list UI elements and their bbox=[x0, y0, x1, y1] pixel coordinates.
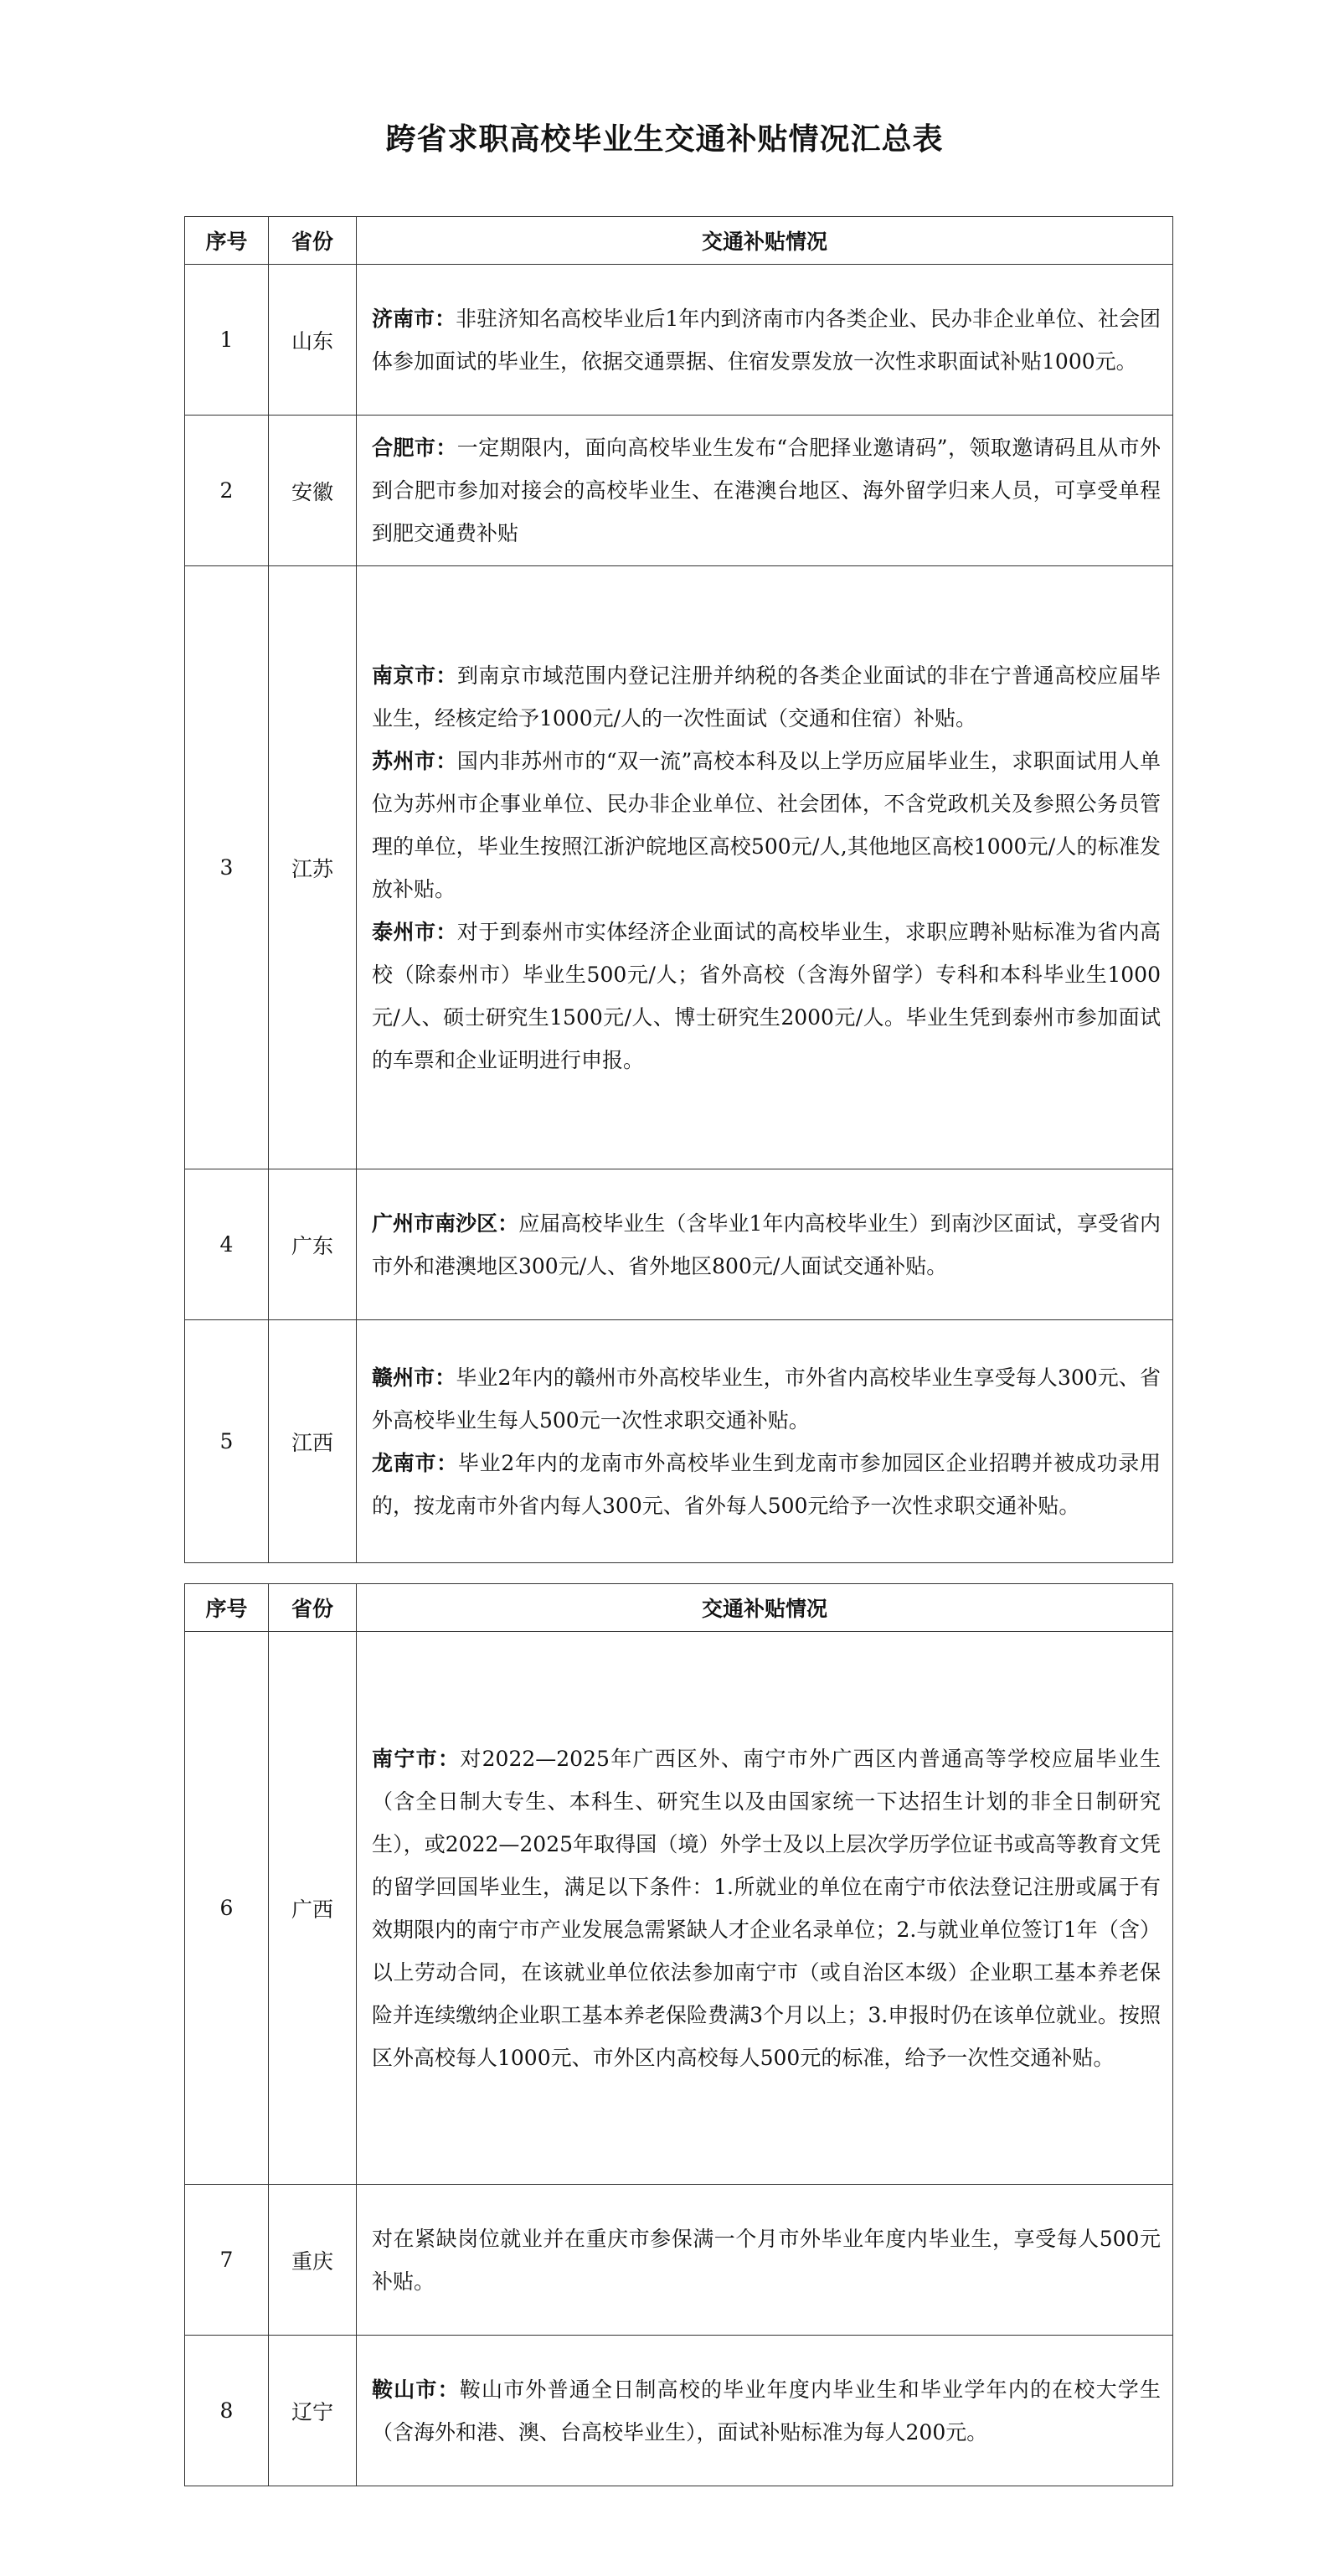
city-name: 泰州市： bbox=[372, 919, 457, 944]
subsidy-paragraph bbox=[372, 2217, 1161, 2303]
city-name: 广州市南沙区： bbox=[372, 1211, 519, 1236]
row-subsidy-content bbox=[357, 566, 1173, 1169]
subsidy-paragraph bbox=[372, 1202, 1161, 1288]
header-subsidy: 交通补贴情况 bbox=[357, 1584, 1173, 1632]
subsidy-paragraph bbox=[372, 2368, 1161, 2454]
city-name: 赣州市： bbox=[372, 1365, 456, 1390]
row-subsidy-content bbox=[357, 1320, 1173, 1563]
table-row bbox=[185, 2185, 1173, 2336]
subsidy-paragraph bbox=[372, 426, 1161, 555]
subsidy-paragraph bbox=[372, 1356, 1161, 1442]
subsidy-paragraph bbox=[372, 654, 1161, 740]
subsidy-text: 对在紧缺岗位就业并在重庆市参保满一个月市外毕业年度内毕业生，享受每人500元补贴。 bbox=[372, 2226, 1161, 2294]
row-province: 山东 bbox=[269, 265, 357, 416]
table-row bbox=[185, 416, 1173, 566]
row-number: 7 bbox=[185, 2185, 269, 2336]
subsidy-text: 应届高校毕业生（含毕业1年内高校毕业生）到南沙区面试，享受省内市外和港澳地区300元/人、省外地区800元/人面试交通补贴。 bbox=[372, 1211, 1161, 1278]
row-number: 4 bbox=[185, 1169, 269, 1320]
row-subsidy-content bbox=[357, 416, 1173, 566]
row-subsidy-content bbox=[357, 2185, 1173, 2336]
subsidy-text: 鞍山市外普通全日制高校的毕业年度内毕业生和毕业学年内的在校大学生（含海外和港、澳、台高校毕业生），面试补贴标准为每人200元。 bbox=[372, 2377, 1161, 2444]
subsidy-text: 国内非苏州市的“双一流”高校本科及以上学历应届毕业生，求职面试用人单位为苏州市企事业单位、民办非企业单位、社会团体，不含党政机关及参照公务员管理的单位，毕业生按照江浙沪皖地区高校500元/人,其他地区高校1000元/人的标准发放补贴。 bbox=[372, 748, 1161, 901]
row-number: 8 bbox=[185, 2336, 269, 2486]
subsidy-paragraph bbox=[372, 1442, 1161, 1527]
row-province: 广东 bbox=[269, 1169, 357, 1320]
subsidy-text: 对于到泰州市实体经济企业面试的高校毕业生，求职应聘补贴标准为省内高校（除泰州市）毕业生500元/人；省外高校（含海外留学）专科和本科毕业生1000元/人、硕士研究生1500元/人、博士研究生2000元/人。毕业生凭到泰州市参加面试的车票和企业证明进行申报。 bbox=[372, 919, 1161, 1072]
table-header-row bbox=[185, 217, 1173, 265]
table-row bbox=[185, 1320, 1173, 1563]
header-no: 序号 bbox=[185, 217, 269, 265]
row-subsidy-content bbox=[357, 1632, 1173, 2185]
subsidy-text: 毕业2年内的赣州市外高校毕业生，市外省内高校毕业生享受每人300元、省外高校毕业生每人500元一次性求职交通补贴。 bbox=[372, 1365, 1161, 1433]
subsidy-text: 非驻济知名高校毕业后1年内到济南市内各类企业、民办非企业单位、社会团体参加面试的毕业生，依据交通票据、住宿发票发放一次性求职面试补贴1000元。 bbox=[372, 306, 1161, 374]
row-subsidy-content bbox=[357, 1169, 1173, 1320]
city-name: 南京市： bbox=[372, 663, 457, 688]
row-province: 江苏 bbox=[269, 566, 357, 1169]
table-row bbox=[185, 1632, 1173, 2185]
city-name: 苏州市： bbox=[372, 748, 457, 773]
subsidy-paragraph bbox=[372, 297, 1161, 383]
header-no: 序号 bbox=[185, 1584, 269, 1632]
row-province: 江西 bbox=[269, 1320, 357, 1563]
city-name: 南宁市： bbox=[372, 1746, 461, 1771]
table-row bbox=[185, 1169, 1173, 1320]
city-name: 鞍山市： bbox=[372, 2377, 460, 2402]
row-subsidy-content bbox=[357, 265, 1173, 416]
city-name: 龙南市： bbox=[372, 1450, 458, 1475]
subsidy-paragraph bbox=[372, 1737, 1161, 2079]
subsidy-text: 对2022—2025年广西区外、南宁市外广西区内普通高等学校应届毕业生（含全日制大专生、本科生、研究生以及由国家统一下达招生计划的非全日制研究生），或2022—2025年取得国（境）外学士及以上层次学历学位证书或高等教育文凭的留学回国毕业生，满足以下条件：1.所就业的单位在南宁市依法登记注册或属于有效期限内的南宁市产业发展急需紧缺人才企业名录单位；2.与就业单位签订1年（含）以上劳动合同，在该就业单位依法参加南宁市（或自治区本级）企业职工基本养老保险并连续缴纳企业职工基本养老保险费满3个月以上；3.申报时仍在该单位就业。按照区外高校每人1000元、市外区内高校每人500元的标准，给予一次性交通补贴。 bbox=[372, 1746, 1161, 2070]
table-header-row bbox=[185, 1584, 1173, 1632]
row-number: 1 bbox=[185, 265, 269, 416]
subsidy-text: 毕业2年内的龙南市外高校毕业生到龙南市参加园区企业招聘并被成功录用的，按龙南市外省内每人300元、省外每人500元给予一次性求职交通补贴。 bbox=[372, 1450, 1161, 1518]
header-subsidy: 交通补贴情况 bbox=[357, 217, 1173, 265]
subsidy-table-part-1 bbox=[184, 216, 1173, 1563]
row-province: 广西 bbox=[269, 1632, 357, 2185]
table-row bbox=[185, 265, 1173, 416]
subsidy-text: 到南京市域范围内登记注册并纳税的各类企业面试的非在宁普通高校应届毕业生，经核定给予1000元/人的一次性面试（交通和住宿）补贴。 bbox=[372, 663, 1161, 730]
row-number: 5 bbox=[185, 1320, 269, 1563]
row-number: 3 bbox=[185, 566, 269, 1169]
city-name: 济南市： bbox=[372, 306, 456, 331]
header-province: 省份 bbox=[269, 217, 357, 265]
subsidy-paragraph bbox=[372, 740, 1161, 911]
table-row bbox=[185, 566, 1173, 1169]
row-number: 2 bbox=[185, 416, 269, 566]
subsidy-paragraph bbox=[372, 911, 1161, 1082]
header-province: 省份 bbox=[269, 1584, 357, 1632]
city-name: 合肥市： bbox=[372, 436, 457, 460]
table-row bbox=[185, 2336, 1173, 2486]
row-province: 辽宁 bbox=[269, 2336, 357, 2486]
subsidy-table-part-2 bbox=[184, 1583, 1173, 2486]
row-number: 6 bbox=[185, 1632, 269, 2185]
row-province: 重庆 bbox=[269, 2185, 357, 2336]
subsidy-text: 一定期限内，面向高校毕业生发布“合肥择业邀请码”，领取邀请码且从市外到合肥市参加对接会的高校毕业生、在港澳台地区、海外留学归来人员，可享受单程到肥交通费补贴 bbox=[372, 436, 1161, 545]
page-title: 跨省求职高校毕业生交通补贴情况汇总表 bbox=[385, 122, 944, 157]
row-subsidy-content bbox=[357, 2336, 1173, 2486]
row-province: 安徽 bbox=[269, 416, 357, 566]
